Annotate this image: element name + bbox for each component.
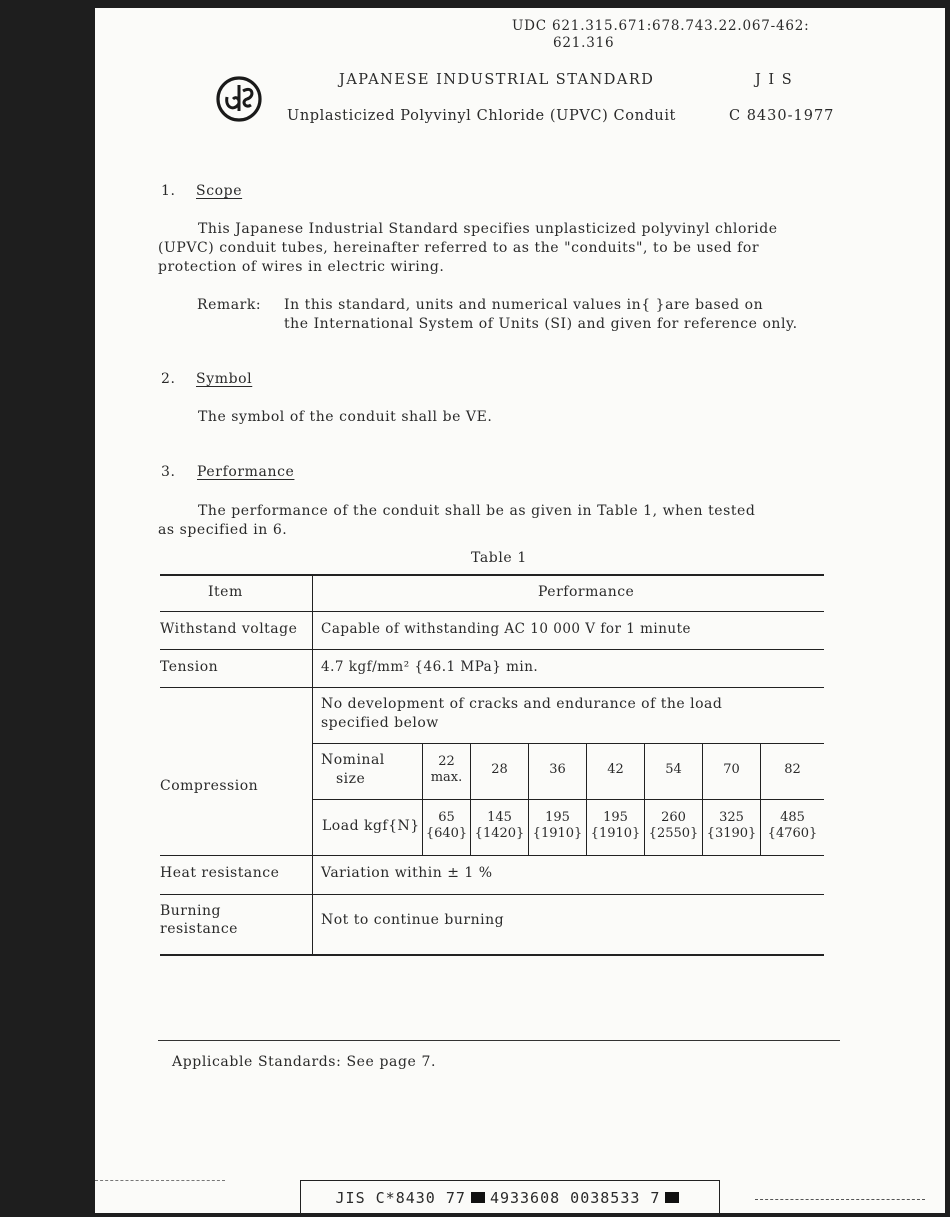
nominal-size-cell: 42 [607,762,624,777]
footer-divider [158,1040,840,1041]
barcode-strip [300,1180,720,1214]
standard-org-title: JAPANESE INDUSTRIAL STANDARD [339,72,655,88]
tension-value: 4.7 kgf/mm² {46.1 MPa} min. [321,659,539,675]
barcode-block-icon [471,1192,485,1203]
section-2-title: Symbol [196,371,253,387]
load-cell: 260 {2550} [648,810,699,841]
performance-line-2: as specified in 6. [158,522,288,538]
load-cell: 195 {1910} [590,810,641,841]
burning-label-line-1: Burning [160,903,221,919]
load-cell: 65 {640} [425,810,468,841]
document-number: C 8430-1977 [729,108,835,124]
compression-text-line-1: No development of cracks and endurance of the load [321,696,723,712]
nominal-label-line-1: Nominal [321,752,385,768]
burning-value: Not to continue burning [321,912,505,928]
withstand-value: Capable of withstanding AC 10 000 V for 1 minute [321,621,692,637]
udc-line-1: UDC 621.315.671:678.743.22.067-462: [512,18,810,34]
performance-line-1: The performance of the conduit shall be as given in Table 1, when tested [198,503,756,519]
remark-line-2: the International System of Units (SI) and given for reference only. [284,316,798,332]
scan-artifact-line [755,1199,925,1200]
jis-logo-icon [213,71,267,127]
section-3-number: 3. [161,464,176,480]
compression-text-line-2: specified below [321,715,439,731]
document-title: Unplasticized Polyvinyl Chloride (UPVC) Conduit [287,108,676,124]
compression-label: Compression [160,778,259,794]
barcode-right-code: 4933608 0038533 7 [489,1188,661,1207]
nominal-size-cell: 22 max. [430,754,463,785]
scope-line-3: protection of wires in electric wiring. [158,259,445,275]
section-2-number: 2. [161,371,176,387]
section-1-title: Scope [196,183,243,199]
heat-label: Heat resistance [160,865,280,881]
remark-label: Remark: [197,297,262,313]
nominal-size-cell: 36 [549,762,566,777]
burning-label-line-2: resistance [160,921,238,937]
scope-line-2: (UPVC) conduit tubes, hereinafter referred to as the "conduits", to be used for [158,240,760,256]
header-item: Item [208,584,243,600]
load-cell: 325 {3190} [706,810,757,841]
load-cell: 145 {1420} [474,810,525,841]
barcode-block-icon [665,1192,679,1203]
section-1-number: 1. [161,183,176,199]
barcode-left-code: JIS C*8430 77 [335,1188,466,1207]
symbol-line-1: The symbol of the conduit shall be VE. [198,409,493,425]
document-page [95,8,945,1213]
load-label: Load kgf{N} [322,818,420,834]
load-cell: 195 {1910} [532,810,583,841]
nominal-size-cell: 70 [723,762,740,777]
nominal-size-cell: 28 [491,762,508,777]
remark-line-1: In this standard, units and numerical values in{ }are based on [284,297,764,313]
scope-line-1: This Japanese Industrial Standard specifies unplasticized polyvinyl chloride [198,221,778,237]
header-performance: Performance [538,584,635,600]
performance-table [160,574,824,956]
withstand-label: Withstand voltage [160,621,298,637]
applicable-standards: Applicable Standards: See page 7. [172,1054,437,1070]
nominal-size-cell: 54 [665,762,682,777]
section-3-title: Performance [197,464,295,480]
load-cell: 485 {4760} [767,810,818,841]
table-caption: Table 1 [471,550,527,566]
jis-mark: J I S [755,72,794,88]
heat-value: Variation within ± 1 % [321,865,493,881]
nominal-label-line-2: size [336,771,366,787]
udc-line-2: 621.316 [553,35,615,51]
scan-artifact-line [95,1180,225,1181]
nominal-size-cell: 82 [784,762,801,777]
tension-label: Tension [160,659,219,675]
